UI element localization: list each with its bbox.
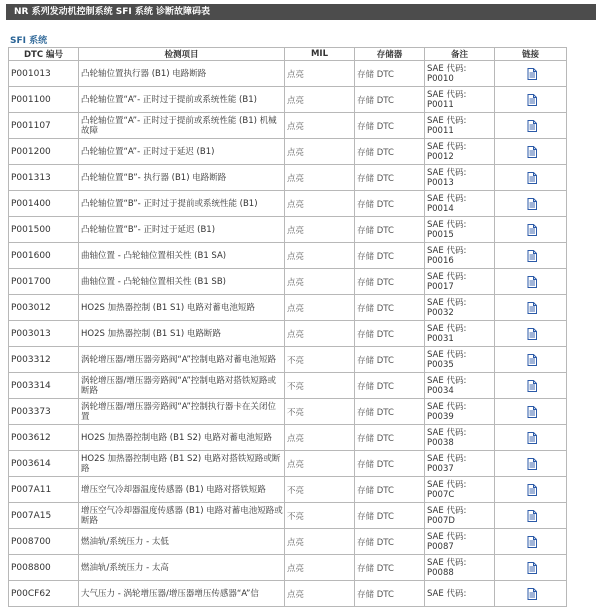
remarks	[425, 113, 495, 139]
sae-code: P0031	[427, 333, 454, 344]
mil-status: 点亮	[285, 269, 355, 295]
mil-status: 不亮	[285, 373, 355, 399]
sae-code: P0011	[427, 125, 454, 136]
sae-code: P007C	[427, 489, 455, 500]
remarks	[425, 373, 495, 399]
column-header-memory: 存储器	[355, 48, 425, 61]
dtc-code: P001400	[9, 191, 79, 217]
document-icon[interactable]	[527, 172, 537, 184]
memory-status: 存储 DTC	[355, 503, 425, 529]
mil-status: 点亮	[285, 191, 355, 217]
dtc-code: P001700	[9, 269, 79, 295]
remarks	[425, 217, 495, 243]
link-cell[interactable]	[495, 191, 567, 217]
memory-status: 存储 DTC	[355, 529, 425, 555]
memory-status: 存储 DTC	[355, 191, 425, 217]
remarks	[425, 425, 495, 451]
dtc-code: P001200	[9, 139, 79, 165]
link-cell[interactable]	[495, 295, 567, 321]
memory-status: 存储 DTC	[355, 61, 425, 87]
memory-status: 存储 DTC	[355, 217, 425, 243]
detection-item: 凸轮轴位置“A”- 正时过于延迟 (B1)	[79, 139, 285, 165]
sae-label: SAE 代码:	[427, 245, 467, 256]
document-icon[interactable]	[527, 588, 537, 600]
sae-label: SAE 代码:	[427, 219, 467, 230]
mil-status: 点亮	[285, 87, 355, 113]
table-row	[9, 373, 567, 399]
link-cell[interactable]	[495, 451, 567, 477]
mil-status: 点亮	[285, 451, 355, 477]
remarks	[425, 139, 495, 165]
table-row	[9, 451, 567, 477]
dtc-table	[8, 47, 567, 607]
sae-code: P0012	[427, 151, 454, 162]
document-icon[interactable]	[527, 328, 537, 340]
dtc-code: P007A11	[9, 477, 79, 503]
sae-code: P0015	[427, 229, 454, 240]
table-row	[9, 269, 567, 295]
table-row	[9, 321, 567, 347]
dtc-code: P003373	[9, 399, 79, 425]
mil-status: 点亮	[285, 581, 355, 607]
sae-code: P0011	[427, 99, 454, 110]
column-header-link: 链接	[495, 48, 567, 61]
detection-item: 涡轮增压器/增压器旁路阀“A”控制电路对蓄电池短路	[79, 347, 285, 373]
remarks	[425, 269, 495, 295]
document-icon[interactable]	[527, 302, 537, 314]
page-header: NR 系列发动机控制系统 SFI 系统 诊断故障码表	[6, 4, 596, 20]
table-header-row	[9, 48, 567, 61]
dtc-code: P00CF62	[9, 581, 79, 607]
detection-item: HO2S 加热器控制 (B1 S1) 电路对蓄电池短路	[79, 295, 285, 321]
detection-item: HO2S 加热器控制电路 (B1 S2) 电路对搭铁短路或断路	[79, 451, 285, 477]
detection-item: HO2S 加热器控制 (B1 S1) 电路断路	[79, 321, 285, 347]
dtc-code: P003012	[9, 295, 79, 321]
remarks	[425, 295, 495, 321]
remarks	[425, 503, 495, 529]
detection-item: 涡轮增压器/增压器旁路阀“A”控制执行器卡在关闭位置	[79, 399, 285, 425]
link-cell[interactable]	[495, 87, 567, 113]
table-row	[9, 61, 567, 87]
memory-status: 存储 DTC	[355, 399, 425, 425]
table-row	[9, 217, 567, 243]
table-row	[9, 529, 567, 555]
sae-label: SAE 代码:	[427, 193, 467, 204]
table-row	[9, 113, 567, 139]
document-icon[interactable]	[527, 250, 537, 262]
memory-status: 存储 DTC	[355, 477, 425, 503]
mil-status: 不亮	[285, 503, 355, 529]
sae-code: P0088	[427, 567, 454, 578]
table-row	[9, 581, 567, 607]
detection-item: 增压空气冷却器温度传感器 (B1) 电路对蓄电池短路或断路	[79, 503, 285, 529]
memory-status: 存储 DTC	[355, 555, 425, 581]
table-row	[9, 87, 567, 113]
sae-label: SAE 代码:	[427, 375, 467, 386]
memory-status: 存储 DTC	[355, 581, 425, 607]
sae-code: P0010	[427, 73, 454, 84]
sae-label: SAE 代码:	[427, 349, 467, 360]
dtc-code: P003612	[9, 425, 79, 451]
remarks	[425, 529, 495, 555]
link-cell[interactable]	[495, 165, 567, 191]
memory-status: 存储 DTC	[355, 347, 425, 373]
sae-label: SAE 代码:	[427, 167, 467, 178]
dtc-table-body	[9, 61, 567, 607]
sae-label: SAE 代码:	[427, 63, 467, 74]
table-row	[9, 399, 567, 425]
sae-label: SAE 代码:	[427, 115, 467, 126]
sae-label: SAE 代码:	[427, 479, 467, 490]
sae-code: P0014	[427, 203, 454, 214]
column-header-item: 检测项目	[79, 48, 285, 61]
link-cell[interactable]	[495, 373, 567, 399]
memory-status: 存储 DTC	[355, 451, 425, 477]
sae-label: SAE 代码:	[427, 323, 467, 334]
sae-label: SAE 代码:	[427, 401, 467, 412]
dtc-code: P001500	[9, 217, 79, 243]
document-icon[interactable]	[527, 432, 537, 444]
link-cell[interactable]	[495, 399, 567, 425]
document-icon[interactable]	[527, 120, 537, 132]
link-cell[interactable]	[495, 217, 567, 243]
link-cell[interactable]	[495, 503, 567, 529]
detection-item: 曲轴位置 - 凸轮轴位置相关性 (B1 SA)	[79, 243, 285, 269]
document-icon[interactable]	[527, 562, 537, 574]
memory-status: 存储 DTC	[355, 113, 425, 139]
memory-status: 存储 DTC	[355, 87, 425, 113]
detection-item: 凸轮轴位置“A”- 正时过于提前或系统性能 (B1) 机械故障	[79, 113, 285, 139]
document-icon[interactable]	[527, 354, 537, 366]
remarks	[425, 165, 495, 191]
link-cell[interactable]	[495, 425, 567, 451]
sae-code: P007D	[427, 515, 455, 526]
remarks	[425, 87, 495, 113]
document-icon[interactable]	[527, 484, 537, 496]
document-icon[interactable]	[527, 224, 537, 236]
sae-code: P0017	[427, 281, 454, 292]
document-icon[interactable]	[527, 276, 537, 288]
sae-label: SAE 代码:	[427, 427, 467, 438]
mil-status: 点亮	[285, 113, 355, 139]
detection-item: 凸轮轴位置“B”- 正时过于延迟 (B1)	[79, 217, 285, 243]
mil-status: 点亮	[285, 529, 355, 555]
mil-status: 点亮	[285, 61, 355, 87]
dtc-code: P001107	[9, 113, 79, 139]
table-row	[9, 165, 567, 191]
detection-item: 燃油轨/系统压力 - 太低	[79, 529, 285, 555]
remarks	[425, 191, 495, 217]
sae-label: SAE 代码:	[427, 141, 467, 152]
remarks	[425, 243, 495, 269]
remarks	[425, 477, 495, 503]
mil-status: 点亮	[285, 425, 355, 451]
column-header-remarks: 备注	[425, 48, 495, 61]
section-title: SFI 系统	[10, 36, 48, 46]
document-icon[interactable]	[527, 380, 537, 392]
detection-item: 凸轮轴位置执行器 (B1) 电路断路	[79, 61, 285, 87]
detection-item: 增压空气冷却器温度传感器 (B1) 电路对搭铁短路	[79, 477, 285, 503]
table-row	[9, 347, 567, 373]
sae-code: P0037	[427, 463, 454, 474]
link-cell[interactable]	[495, 243, 567, 269]
sae-label: SAE 代码:	[427, 557, 467, 568]
remarks	[425, 347, 495, 373]
mil-status: 点亮	[285, 555, 355, 581]
link-cell[interactable]	[495, 477, 567, 503]
sae-label: SAE 代码:	[427, 271, 467, 282]
table-row	[9, 139, 567, 165]
remarks	[425, 581, 495, 607]
sae-label: SAE 代码:	[427, 588, 467, 599]
sae-code: P0034	[427, 385, 454, 396]
sae-code: P0032	[427, 307, 454, 318]
detection-item: 燃油轨/系统压力 - 太高	[79, 555, 285, 581]
dtc-code: P008700	[9, 529, 79, 555]
remarks	[425, 399, 495, 425]
remarks	[425, 555, 495, 581]
sae-label: SAE 代码:	[427, 89, 467, 100]
document-icon[interactable]	[527, 536, 537, 548]
link-cell[interactable]	[495, 555, 567, 581]
document-icon[interactable]	[527, 458, 537, 470]
table-row	[9, 555, 567, 581]
memory-status: 存储 DTC	[355, 165, 425, 191]
mil-status: 点亮	[285, 165, 355, 191]
sae-code: P0038	[427, 437, 454, 448]
document-icon[interactable]	[527, 198, 537, 210]
dtc-code: P001100	[9, 87, 79, 113]
dtc-code: P008800	[9, 555, 79, 581]
sae-label: SAE 代码:	[427, 453, 467, 464]
table-row	[9, 243, 567, 269]
detection-item: HO2S 加热器控制电路 (B1 S2) 电路对蓄电池短路	[79, 425, 285, 451]
detection-item: 凸轮轴位置“B”- 正时过于提前或系统性能 (B1)	[79, 191, 285, 217]
mil-status: 不亮	[285, 399, 355, 425]
remarks	[425, 321, 495, 347]
memory-status: 存储 DTC	[355, 269, 425, 295]
link-cell[interactable]	[495, 61, 567, 87]
memory-status: 存储 DTC	[355, 295, 425, 321]
detection-item: 大气压力 - 涡轮增压器/增压器增压传感器“A”信	[79, 581, 285, 607]
document-icon[interactable]	[527, 406, 537, 418]
link-cell[interactable]	[495, 529, 567, 555]
document-icon[interactable]	[527, 510, 537, 522]
memory-status: 存储 DTC	[355, 373, 425, 399]
dtc-code: P003614	[9, 451, 79, 477]
sae-code: P0039	[427, 411, 454, 422]
memory-status: 存储 DTC	[355, 243, 425, 269]
document-icon[interactable]	[527, 146, 537, 158]
mil-status: 不亮	[285, 347, 355, 373]
memory-status: 存储 DTC	[355, 425, 425, 451]
column-header-mil: MIL	[285, 48, 355, 61]
dtc-code: P007A15	[9, 503, 79, 529]
mil-status: 点亮	[285, 217, 355, 243]
dtc-code: P001313	[9, 165, 79, 191]
mil-status: 点亮	[285, 139, 355, 165]
dtc-code: P001013	[9, 61, 79, 87]
sae-label: SAE 代码:	[427, 505, 467, 516]
link-cell[interactable]	[495, 581, 567, 607]
table-row	[9, 425, 567, 451]
sae-code: P0035	[427, 359, 454, 370]
mil-status: 点亮	[285, 295, 355, 321]
remarks	[425, 61, 495, 87]
table-row	[9, 191, 567, 217]
table-row	[9, 295, 567, 321]
detection-item: 凸轮轴位置“B”- 执行器 (B1) 电路断路	[79, 165, 285, 191]
dtc-code: P003013	[9, 321, 79, 347]
detection-item: 凸轮轴位置“A”- 正时过于提前或系统性能 (B1)	[79, 87, 285, 113]
sae-code: P0016	[427, 255, 454, 266]
memory-status: 存储 DTC	[355, 139, 425, 165]
mil-status: 点亮	[285, 321, 355, 347]
detection-item: 曲轴位置 - 凸轮轴位置相关性 (B1 SB)	[79, 269, 285, 295]
document-icon[interactable]	[527, 94, 537, 106]
sae-label: SAE 代码:	[427, 297, 467, 308]
memory-status: 存储 DTC	[355, 321, 425, 347]
mil-status: 点亮	[285, 243, 355, 269]
remarks	[425, 451, 495, 477]
link-cell[interactable]	[495, 139, 567, 165]
dtc-code: P001600	[9, 243, 79, 269]
document-icon[interactable]	[527, 68, 537, 80]
detection-item: 涡轮增压器/增压器旁路阀“A”控制电路对搭铁短路或断路	[79, 373, 285, 399]
link-cell[interactable]	[495, 347, 567, 373]
sae-code: P0013	[427, 177, 454, 188]
mil-status: 不亮	[285, 477, 355, 503]
sae-code: P0087	[427, 541, 454, 552]
dtc-code: P003312	[9, 347, 79, 373]
table-row	[9, 477, 567, 503]
column-header-dtc: DTC 编号	[9, 48, 79, 61]
table-row	[9, 503, 567, 529]
sae-label: SAE 代码:	[427, 531, 467, 542]
link-cell[interactable]	[495, 113, 567, 139]
dtc-code: P003314	[9, 373, 79, 399]
link-cell[interactable]	[495, 269, 567, 295]
link-cell[interactable]	[495, 321, 567, 347]
